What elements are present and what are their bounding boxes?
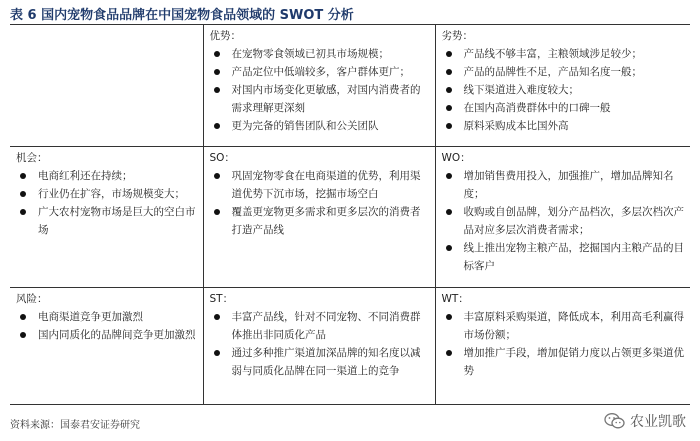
threat-item: 电商渠道竞争更加激烈 (16, 308, 199, 326)
watermark (604, 411, 686, 431)
so-item: 巩固宠物零食在电商渠道的优势，利用渠道优势下沉市场，挖掘市场空白 (210, 167, 431, 203)
opportunities-list (16, 167, 199, 239)
weaknesses-label: 劣势： (441, 30, 473, 42)
wo-item: 线上推出宠物主粮产品，挖掘国内主粮产品的目标客户 (442, 239, 687, 275)
strength-item: 对国内市场变化更敏感，对国内消费者的需求理解更深刻 (210, 81, 431, 117)
so-list (210, 167, 431, 239)
opportunity-item: 电商红利还在持续； (16, 167, 199, 185)
wechat-icon (604, 412, 626, 430)
wo-label: WO： (441, 152, 471, 164)
swot-table (10, 25, 690, 405)
wo-list (442, 167, 687, 275)
wo-cell (435, 147, 690, 288)
so-cell (203, 147, 435, 288)
weakness-item: 在国内高消费群体中的口碑一般 (442, 99, 687, 117)
weakness-item: 产品线不够丰富，主粮领域涉足较少； (442, 45, 687, 63)
strengths-cell (203, 25, 435, 147)
wt-label: WT： (441, 293, 469, 305)
threats-list (16, 308, 199, 344)
weakness-item: 原料采购成本比国外高 (442, 117, 687, 135)
threats-cell (10, 288, 203, 405)
so-label: SO： (209, 152, 235, 164)
wo-item: 收购或自创品牌，划分产品档次，多层次档次产品对应多层次消费者需求； (442, 203, 687, 239)
wt-cell (435, 288, 690, 405)
weaknesses-cell (435, 25, 690, 147)
threats-label: 风险： (16, 293, 48, 305)
weaknesses-list (442, 45, 687, 135)
swot-row-threats (10, 288, 690, 405)
threat-item: 国内同质化的品牌间竞争更加激烈 (16, 326, 199, 344)
strength-item: 产品定位中低端较多，客户群体更广； (210, 63, 431, 81)
st-item: 丰富产品线，针对不同宠物、不同消费群体推出非同质化产品 (210, 308, 431, 344)
weakness-item: 产品的品牌性不足，产品知名度一般； (442, 63, 687, 81)
watermark-text: 农业凯歌 (630, 414, 686, 430)
strengths-label: 优势： (209, 30, 241, 42)
opportunities-label: 机会： (16, 152, 48, 164)
opportunities-cell (10, 147, 203, 288)
strengths-list (210, 45, 431, 135)
strength-item: 在宠物零食领域已初具市场规模； (210, 45, 431, 63)
corner-cell (10, 25, 203, 147)
wt-item: 丰富原料采购渠道，降低成本，利用高毛利赢得市场份额； (442, 308, 687, 344)
st-label: ST： (209, 293, 234, 305)
opportunity-item: 广大农村宠物市场是巨大的空白市场 (16, 203, 199, 239)
table-title: 表 6 国内宠物食品品牌在中国宠物食品领域的 SWOT 分析 (10, 8, 354, 23)
swot-row-opportunities (10, 147, 690, 288)
source-note: 资料来源：国泰君安证券研究 (10, 420, 140, 431)
st-item: 通过多种推广渠道加深品牌的知名度以减弱与同质化品牌在同一渠道上的竞争 (210, 344, 431, 380)
swot-row-top (10, 25, 690, 147)
st-cell (203, 288, 435, 405)
strength-item: 更为完备的销售团队和公关团队 (210, 117, 431, 135)
wo-item: 增加销售费用投入，加强推广，增加品牌知名度； (442, 167, 687, 203)
weakness-item: 线下渠道进入难度较大； (442, 81, 687, 99)
so-item: 覆盖更宠物更多需求和更多层次的消费者打造产品线 (210, 203, 431, 239)
wt-list (442, 308, 687, 380)
st-list (210, 308, 431, 380)
opportunity-item: 行业仍在扩容，市场规模变大； (16, 185, 199, 203)
wt-item: 增加推广手段，增加促销力度以占领更多渠道优势 (442, 344, 687, 380)
